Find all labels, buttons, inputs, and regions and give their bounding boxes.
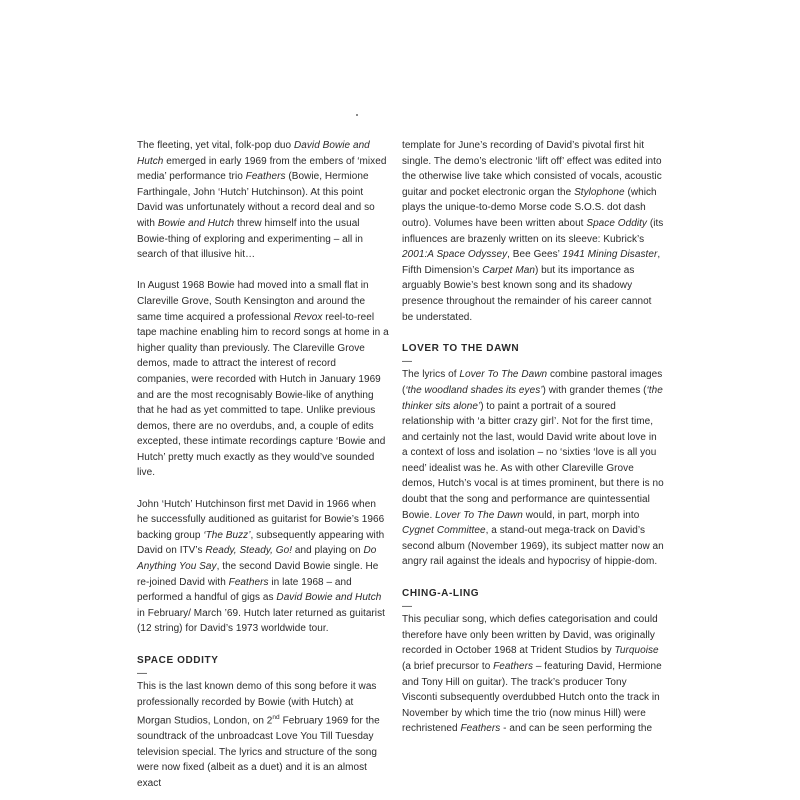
space-oddity-continued-paragraph: template for June’s recording of David’s pivotal first hit single. The demo’s electronic ‘lift off’ effect was edited into the otherwise live take which consisted of vocals, acoustic guitar and pocket electronic organ the Stylophone (which plays the unique-to-demo Morse code S.O.S. dot dash outro). Volumes have been written about Space Oddity (its influences are brazenly written on its sleeve: Kubrick’s 2001:A Space Odyssey, Bee Gees’ 1941 Mining Disaster, Fifth Dimension’s Carpet Man) but its importance as arguably Bowie’s best known song and its shadowy presence throughout the remainder of his career cannot be understated. — [402, 140, 664, 323]
right-column — [402, 138, 664, 737]
lover-to-the-dawn-paragraph: The lyrics of Lover To The Dawn combine pastoral images (‘the woodland shades its eyes’) with grander themes (‘the thinker sits alone’) to paint a portrait of a soured relationship with ‘a bitter crazy girl’. Not for the first time, and certainly not the last, would David write about love in a context of loss and isolation – no ‘sixties ‘love is all you need’ idealist was he. As with other Clareville Grove demos, Hutch’s vocal is at times prominent, but there is no doubt that the song and performance are quintessential Bowie. Lover To The Dawn would, in part, morph into Cygnet Committee, a stand-out mega-track on David’s second album (November 1969), its subject matter now an angry rail against the ideals and hypocrisy of hippie-dom. — [402, 369, 664, 568]
left-column — [137, 138, 389, 792]
space-oddity-paragraph: This is the last known demo of this song before it was professionally recorded by Bowie (with Hutch) at Morgan Studios, London, on 2nd February 1969 for the soundtrack of the unbroadcast Love You Till Tuesday television special. The lyrics and structure of the song were now fixed (albeit as a duet) and it is an almost exact — [137, 681, 380, 790]
space-oddity-heading: SPACE ODDITY — [137, 654, 219, 666]
ching-a-ling-heading: CHING-A-LING — [402, 587, 480, 599]
ching-a-ling-paragraph: This peculiar song, which defies categorisation and could therefore have only been written by David, was originally recorded in October 1968 at Trident Studios by Turquoise (a brief precursor to Feathers – featuring David, Hermione and Tony Hill on guitar). The track’s producer Tony Visconti subsequently overdubbed Hutch onto the track in November by which time the trio (now minus Hill) were rechristened Feathers - and can be seen performing the — [402, 614, 662, 735]
section-dash: — — [402, 356, 412, 368]
hutch-paragraph: John ‘Hutch’ Hutchinson first met David in 1966 when he successfully auditioned as guitarist for Bowie’s 1966 backing group ‘The Buzz’, subsequently appearing with David on ITV’s Ready, Steady, Go! and playing on Do Anything You Say, the second David Bowie single. He re-joined David with Feathers in late 1968 – and performed a handful of gigs as David Bowie and Hutch in February/ March ’69. Hutch later returned as guitarist (12 string) for David’s 1973 worldwide tour. — [137, 498, 385, 635]
section-dash: — — [402, 601, 412, 613]
page-mark — [356, 114, 358, 116]
intro-paragraph: The fleeting, yet vital, folk-pop duo David Bowie and Hutch emerged in early 1969 from the embers of ‘mixed media’ performance trio Feathers (Bowie, Hermione Farthingale, John ‘Hutch’ Hutchinson). At this point David was unfortunately without a record deal and so with Bowie and Hutch threw himself into the usual Bowie-thing of exploring and experimenting – all in search of that illusive hit… — [137, 140, 387, 261]
section-dash: — — [137, 668, 147, 680]
lover-to-the-dawn-heading: LOVER TO THE DAWN — [402, 342, 520, 354]
clareville-paragraph: In August 1968 Bowie had moved into a small flat in Clareville Grove, South Kensington and around the same time acquired a professional Revox reel-to-reel tape machine enabling him to record songs at home in a higher quality than previously. The Clareville Grove demos, made to attract the interest of record companies, were recorded with Hutch in January 1969 and are the most recognisably Bowie-like of anything that he had as yet committed to tape. Unlike previous demos, there are no overdubs, and, a couple of edits excepted, these intimate recordings capture ‘Bowie and Hutch’ pretty much exactly as they would’ve sounded live. — [137, 280, 389, 479]
